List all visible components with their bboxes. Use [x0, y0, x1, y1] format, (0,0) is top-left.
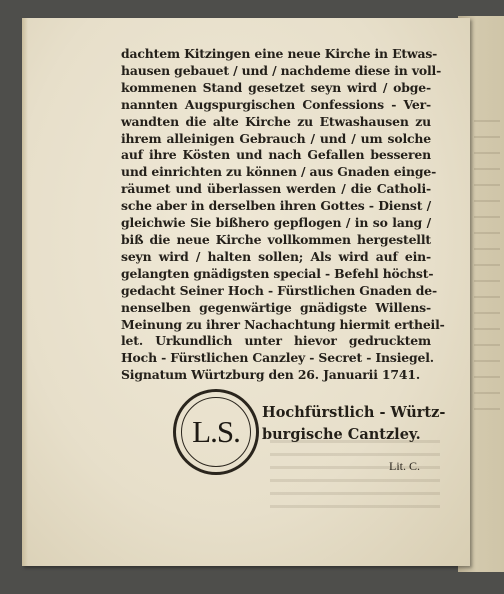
text-line: let. Urkundlich unter hievor gedrucktem — [121, 333, 431, 349]
signature-date-line: Signatum Würtzburg den 26. Januarii 1741. — [121, 367, 420, 383]
text-line: räumet und überlassen werden / die Catholi- — [121, 181, 431, 197]
text-line: kommenen Stand gesetzet seyn wird / obge- — [121, 79, 431, 95]
text-line: und einrichten zu können / aus Gnaden einge- — [121, 164, 437, 180]
page-binding-edge — [22, 18, 28, 566]
text-line: Meinung zu ihrer Nachachtung hiermit ertheil- — [121, 316, 445, 332]
text-line: gleichwie Sie bißhero gepflogen / in so lang / — [121, 215, 431, 231]
text-line: nannten Augspurgischen Confessions - Ver- — [121, 96, 431, 112]
text-line: biß die neue Kirche vollkommen hergestellt — [121, 231, 431, 247]
seal-stamp — [173, 389, 259, 475]
text-line: hausen gebauet / und / nachdeme diese in voll- — [121, 62, 442, 78]
text-line: gedacht Seiner Hoch - Fürstlichen Gnaden de- — [121, 282, 437, 298]
reverse-side-show-through — [270, 440, 440, 510]
text-line: seyn wird / halten sollen; Als wird auf ein- — [121, 248, 431, 264]
chancery-signature — [262, 402, 446, 446]
text-line: gelangten gnädigsten special - Befehl höchst- — [121, 265, 434, 281]
chancery-line: burgische Cantzley. — [262, 426, 421, 443]
chancery-line: Hochfürstlich - Würtz- — [262, 404, 446, 421]
letter-reference: Lit. C. — [389, 459, 421, 473]
adjacent-page-text-bleed — [474, 120, 500, 420]
text-line: Hoch - Fürstlichen Canzley - Secret - Insiegel. — [121, 350, 434, 366]
seal-inner-ring — [181, 397, 251, 467]
text-line: nenselben gegenwärtige gnädigste Willens- — [121, 299, 431, 315]
seal-text: L.S. — [192, 414, 240, 449]
text-line: auf ihre Kösten und nach Gefallen besseren — [121, 147, 431, 163]
text-line: dachtem Kitzingen eine neue Kirche in Etwas- — [121, 46, 438, 61]
decree-text — [121, 46, 445, 384]
text-line: wandten die alte Kirche zu Etwashausen zu — [121, 113, 431, 129]
text-line: ihrem alleinigen Gebrauch / und / um solche — [121, 130, 431, 146]
text-line: sche aber in derselben ihren Gottes - Dienst / — [121, 198, 431, 214]
